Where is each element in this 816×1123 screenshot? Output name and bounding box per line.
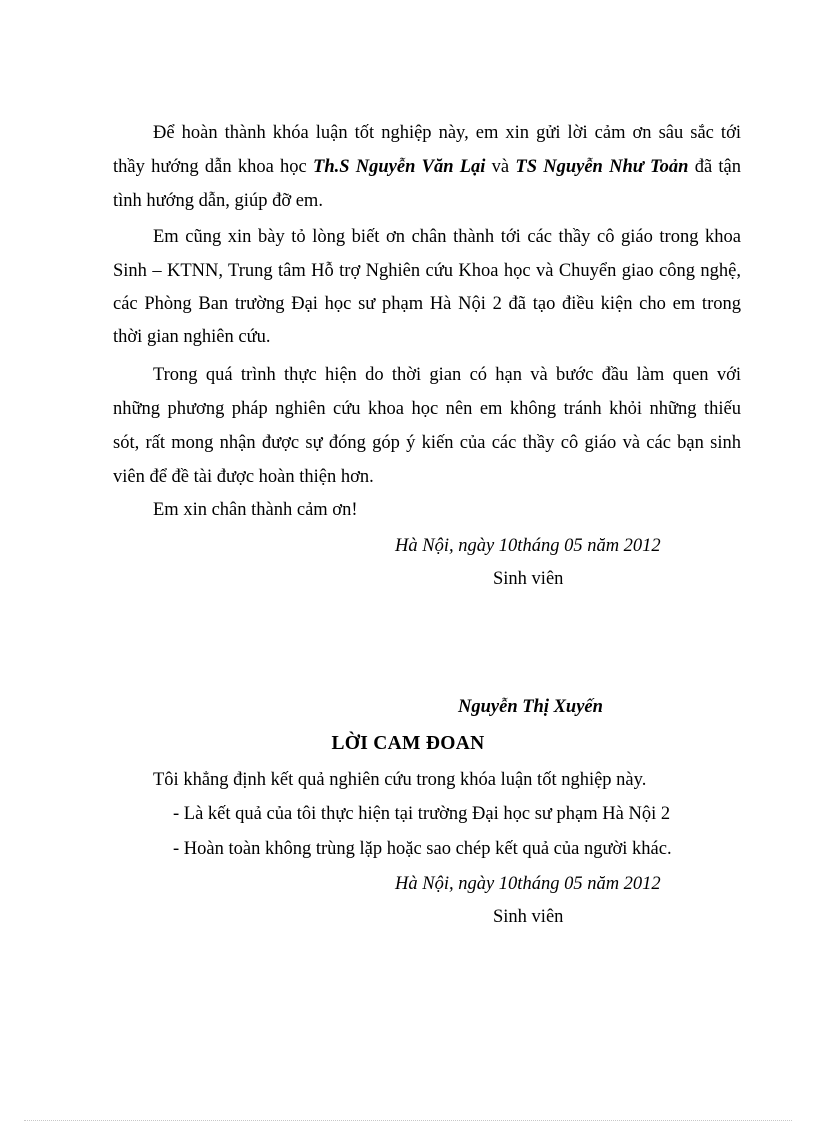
- ack-paragraph1-line3: tình hướng dẫn, giúp đỡ em.: [113, 191, 323, 211]
- ack-paragraph1-line1: Để hoàn thành khóa luận tốt nghiệp này, em xin gửi lời cảm ơn sâu sắc tới: [153, 123, 741, 143]
- declaration-intro: Tôi khẳng định kết quả nghiên cứu trong khóa luận tốt nghiệp này.: [153, 770, 647, 790]
- supervisor-name-2: TS Nguyễn Như Toản: [515, 157, 689, 177]
- page-bottom-divider: [24, 1120, 792, 1121]
- declaration-item-2: - Hoàn toàn không trùng lặp hoặc sao chép kết quả của người khác.: [173, 839, 672, 859]
- ack-paragraph2-line1: Em cũng xin bày tỏ lòng biết ơn chân thành tới các thầy cô giáo trong khoa: [153, 227, 741, 247]
- declaration-date: Hà Nội, ngày 10tháng 05 năm 2012: [395, 874, 661, 894]
- ack-paragraph3-line1: Trong quá trình thực hiện do thời gian có hạn và bước đầu làm quen với: [153, 365, 741, 385]
- ack-paragraph2-line2: Sinh – KTNN, Trung tâm Hỗ trợ Nghiên cứu Khoa học và Chuyển giao công nghệ,: [113, 261, 741, 281]
- ack-paragraph1-line2: [113, 156, 741, 178]
- ack-role: Sinh viên: [493, 569, 564, 589]
- ack-text: và: [485, 157, 516, 177]
- ack-text: đã tận: [688, 157, 742, 177]
- ack-paragraph2-line4: thời gian nghiên cứu.: [113, 327, 271, 347]
- declaration-item-1: - Là kết quả của tôi thực hiện tại trường Đại học sư phạm Hà Nội 2: [173, 804, 671, 824]
- declaration-title: LỜI CAM ĐOAN: [331, 733, 485, 754]
- supervisor-name-1: Th.S Nguyễn Văn Lại: [313, 157, 486, 177]
- ack-text: thầy hướng dẫn khoa học: [113, 157, 314, 177]
- ack-paragraph3-line2: những phương pháp nghiên cứu khoa học nên em không tránh khỏi những thiếu: [113, 399, 741, 419]
- declaration-role: Sinh viên: [493, 907, 564, 927]
- ack-date: Hà Nội, ngày 10tháng 05 năm 2012: [395, 536, 661, 556]
- ack-paragraph3-line3: sót, rất mong nhận được sự đóng góp ý kiến của các thầy cô giáo và các bạn sinh: [113, 433, 741, 453]
- ack-paragraph2-line3: các Phòng Ban trường Đại học sư phạm Hà Nội 2 đã tạo điều kiện cho em trong: [113, 294, 741, 314]
- ack-signer-name: Nguyễn Thị Xuyến: [458, 697, 603, 717]
- ack-thanks: Em xin chân thành cảm ơn!: [153, 500, 358, 520]
- ack-paragraph3-line4: viên để đề tài được hoàn thiện hơn.: [113, 467, 374, 487]
